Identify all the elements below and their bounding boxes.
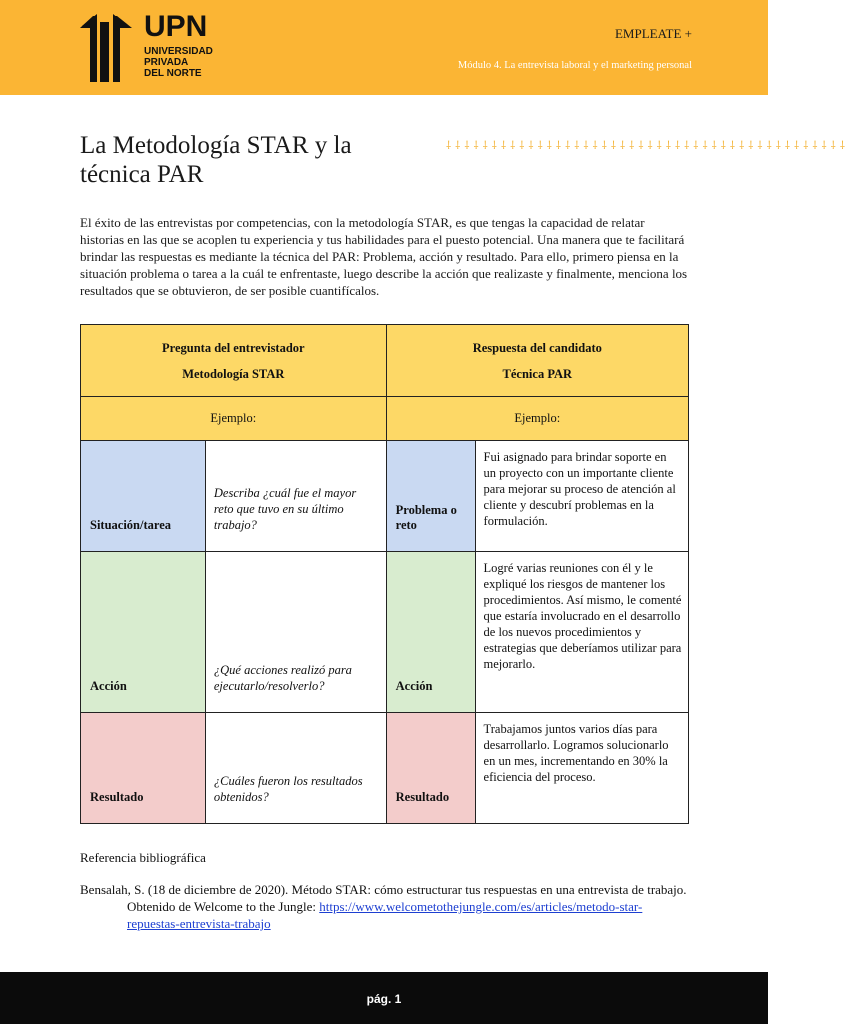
page-title: La Metodología STAR y la técnica PAR (80, 132, 352, 188)
reference-entry (80, 881, 690, 932)
interviewer-question: Describa ¿cuál fue el mayor reto que tuvo en su último trabajo? (205, 441, 386, 552)
reference-text: Bensalah, S. (18 de diciembre de 2020). Método STAR: cómo estructurar tus respuestas en una entrevista de trabajo. Obtenido de Welcome to the Jungle: (80, 882, 687, 914)
interviewer-question: ¿Cuáles fueron los resultados obtenidos? (205, 713, 386, 824)
header-info (458, 26, 692, 71)
reference-link[interactable]: https://www.welcometothejungle.com/es/articles/metodo-star-repuestas-entrevista-trabajo (127, 899, 643, 931)
candidate-answer: Fui asignado para brindar soporte en un proyecto con un importante cliente para mejorar su proceso de atención al cliente y descubrí problemas en la formulación. (475, 441, 688, 552)
page-footer (0, 972, 768, 1024)
interviewer-header-line-2: Metodología STAR (182, 366, 285, 381)
header-subtitle: Módulo 4. La entrevista laboral y el marketing personal (457, 60, 692, 71)
interviewer-header-line-1: Pregunta del entrevistador (162, 340, 305, 355)
upn-logo (80, 10, 213, 84)
logo-main-text: UPN (144, 10, 208, 43)
logo-line-2: PRIVADA (144, 57, 189, 68)
table-header-row (81, 325, 689, 397)
candidate-answer: Logré varias reuniones con él y le expliqué los riesgos de mantener los procedimientos. Así mismo, le comenté que estaría involucrado en el desarrollo de los nuevos procedimientos y estrategias que deberíamos utilizar para mejorarlo. (475, 552, 688, 713)
candidate-header (386, 325, 688, 397)
star-label: Acción (81, 552, 206, 713)
example-right: Ejemplo: (386, 397, 688, 441)
intro-paragraph: El éxito de las entrevistas por competencias, con la metodología STAR, es que tengas la capacidad de relatar historias en las que se acoplen tu experiencia y tus habilidades para el puesto potencial. Una manera que te facilitará brindar las respuestas es mediante la técnica del PAR: Problema, acción y resultado. Para ello, primero piensa en la situación problema o tarea a la cuál te enfrentaste, luego describe la acción que realizaste y finalmente, menciona los resultados que se obtuvieron, de ser posible cuantifícalos. (80, 215, 688, 298)
example-left: Ejemplo: (81, 397, 387, 441)
table-row (81, 441, 689, 552)
par-label: Resultado (386, 713, 475, 824)
candidate-header-line-1: Respuesta del candidato (472, 340, 602, 355)
logo-wordmark (144, 12, 213, 79)
dot-pattern-icon: ⸸⸸⸸⸸⸸⸸⸸⸸⸸⸸⸸⸸⸸⸸⸸⸸⸸⸸⸸⸸⸸⸸⸸⸸⸸⸸⸸⸸⸸⸸⸸⸸⸸⸸⸸⸸⸸⸸⸸⸸⸸⸸⸸⸸ (446, 140, 849, 152)
reference-heading: Referencia bibliográfica (80, 850, 206, 865)
candidate-header-line-2: Técnica PAR (502, 366, 573, 381)
upn-arrows-logo-icon (80, 12, 138, 84)
table-row (81, 552, 689, 713)
logo-line-1: UNIVERSIDAD (144, 46, 213, 57)
interviewer-header (81, 325, 387, 397)
page-header (0, 0, 768, 95)
interviewer-question: ¿Qué acciones realizó para ejecutarlo/resolverlo? (205, 552, 386, 713)
star-par-table (80, 324, 689, 824)
table-row (81, 713, 689, 824)
star-label: Situación/tarea (81, 441, 206, 552)
logo-line-3: DEL NORTE (144, 68, 202, 79)
star-label: Resultado (81, 713, 206, 824)
candidate-answer: Trabajamos juntos varios días para desarrollarlo. Logramos solucionarlo en un mes, incrementando en 30% la eficiencia del proceso. (475, 713, 688, 824)
par-label: Acción (386, 552, 475, 713)
page-number: pág. 1 (366, 992, 402, 1006)
par-label: Problema o reto (386, 441, 475, 552)
header-title: EMPLEATE + (614, 26, 692, 41)
example-row (81, 397, 689, 441)
